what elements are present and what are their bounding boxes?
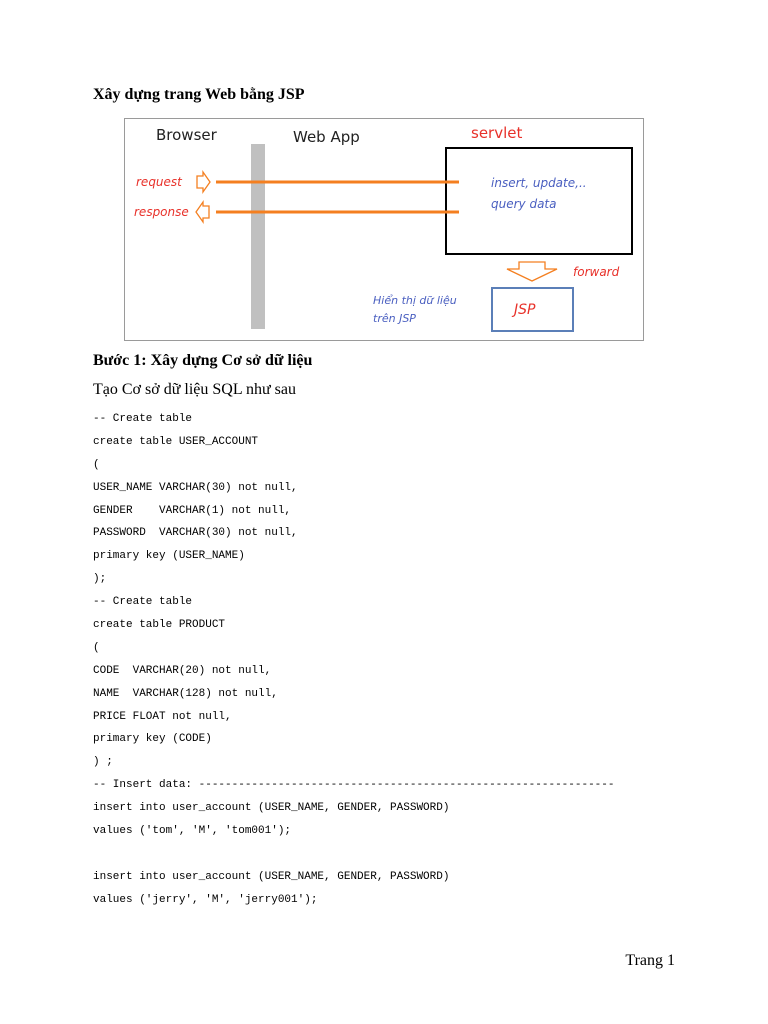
code-line: -- Create table	[93, 596, 193, 609]
servlet-text-line2: query data	[491, 197, 557, 211]
code-line: (	[93, 641, 100, 654]
forward-arrow-icon	[507, 262, 557, 281]
code-line: -- Insert data: ---------------------------------------------------------------	[93, 779, 615, 792]
display-text-line1: Hiển thị dữ liệu	[373, 294, 457, 307]
code-line: create table PRODUCT	[93, 619, 226, 632]
jsp-label: JSP	[514, 302, 536, 318]
page-heading: Xây dựng trang Web bằng JSP	[93, 86, 305, 103]
code-line: -- Create table	[93, 413, 193, 425]
webapp-label: Web App	[293, 128, 360, 146]
code-line: PASSWORD VARCHAR(30) not null,	[93, 527, 298, 540]
code-line: NAME VARCHAR(128) not null,	[93, 687, 278, 700]
code-line: USER_NAME VARCHAR(30) not null,	[93, 481, 298, 494]
code-line: );	[93, 573, 107, 586]
code-line: primary key (CODE)	[93, 733, 212, 746]
code-line: values ('jerry', 'M', 'jerry001');	[93, 893, 318, 906]
code-line: values ('tom', 'M', 'tom001');	[93, 825, 292, 838]
code-line: create table USER_ACCOUNT	[93, 435, 259, 448]
sql-code-block	[93, 408, 615, 912]
webapp-boundary-bar	[251, 144, 265, 329]
code-line	[93, 843, 615, 866]
code-line: insert into user_account (USER_NAME, GENDER, PASSWORD)	[93, 870, 450, 883]
code-line: insert into user_account (USER_NAME, GENDER, PASSWORD)	[93, 802, 450, 815]
request-label: request	[136, 175, 182, 189]
servlet-label: servlet	[471, 124, 523, 142]
forward-label: forward	[573, 265, 620, 279]
code-line: CODE VARCHAR(20) not null,	[93, 664, 272, 677]
architecture-diagram	[124, 118, 644, 341]
code-line: ) ;	[93, 756, 113, 769]
page-number: Trang 1	[625, 952, 675, 969]
step1-subtitle: Tạo Cơ sở dữ liệu SQL như sau	[93, 381, 296, 398]
browser-label: Browser	[156, 126, 217, 144]
display-text-line2: trên JSP	[373, 312, 416, 325]
code-line: PRICE FLOAT not null,	[93, 710, 232, 723]
servlet-text-line1: insert, update,..	[491, 176, 587, 190]
code-line: (	[93, 458, 100, 471]
step1-title: Bước 1: Xây dựng Cơ sở dữ liệu	[93, 352, 313, 369]
code-line: GENDER VARCHAR(1) not null,	[93, 504, 292, 517]
response-label: response	[134, 205, 189, 219]
request-arrow-icon	[197, 172, 210, 192]
code-line: primary key (USER_NAME)	[93, 550, 245, 563]
response-arrow-icon	[196, 202, 209, 222]
